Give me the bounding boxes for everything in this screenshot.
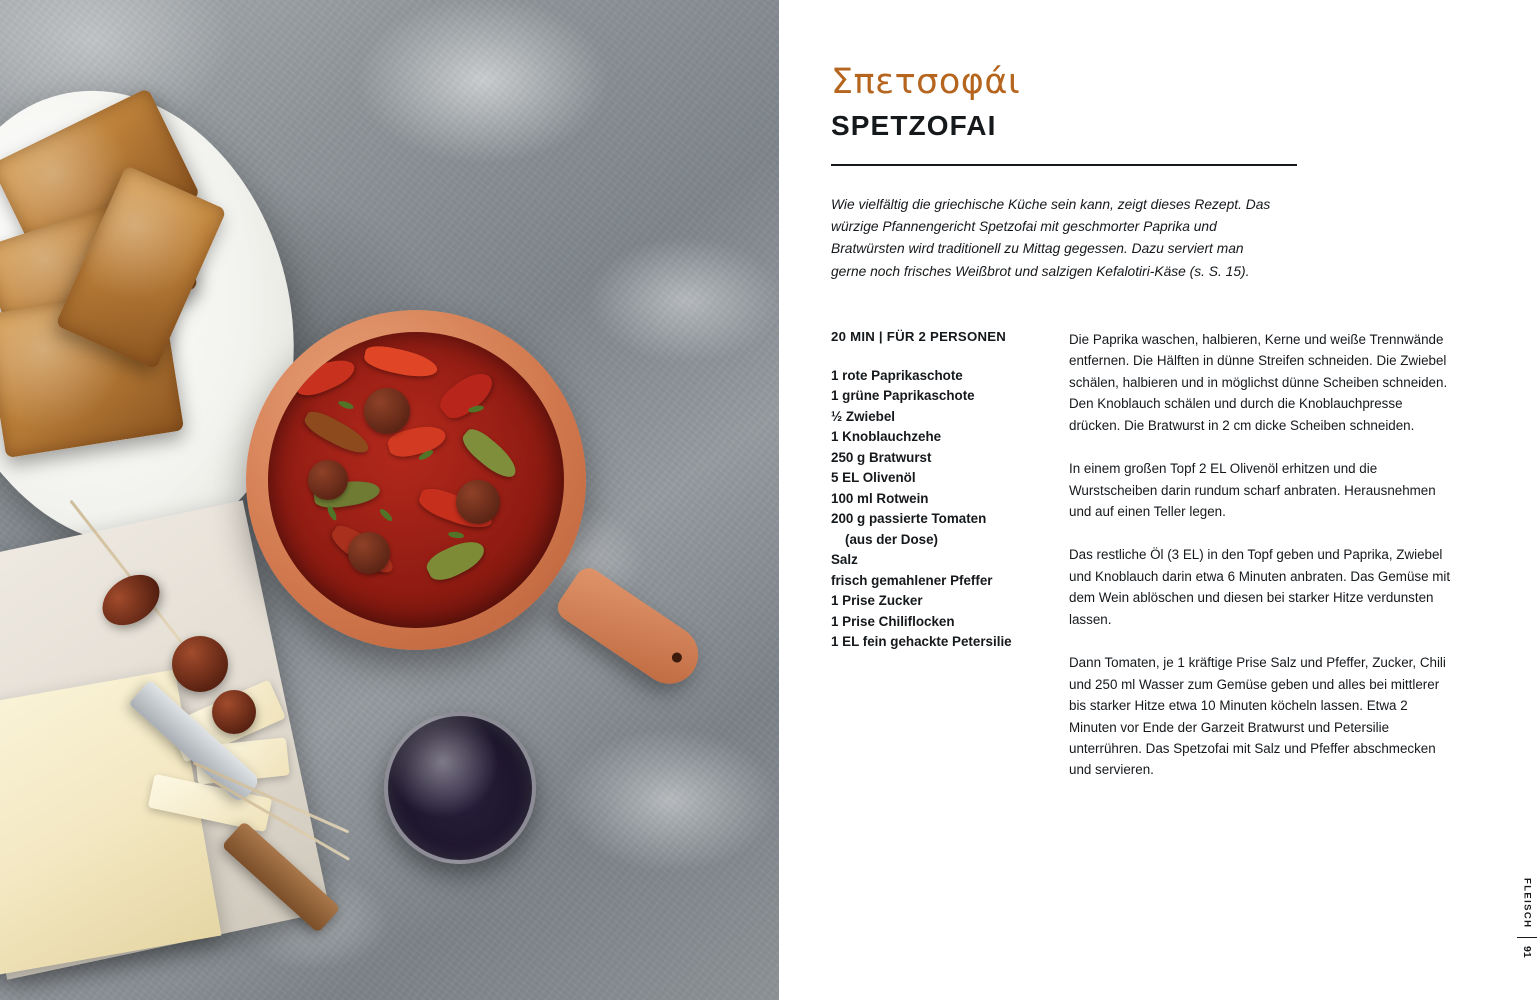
instructions-column [1069,329,1455,781]
instruction-step: Die Paprika waschen, halbieren, Kerne und weiße Trennwände entfernen. Die Hälften in dünne Streifen schneiden. Die Zwiebel schälen, halbieren und in möglichst dünne Scheiben schneiden. Den Knoblauch schälen und durch die Knoblauchpresse drücken. Die Bratwurst in 2 cm dicke Scheiben schneiden. [1069,331,1448,433]
recipe-body [831,329,1473,781]
ingredient-item: Salz [831,552,858,568]
ingredient-item: 1 Knoblauchzehe [831,429,942,445]
sausage-slice [212,690,256,734]
ingredient-item: 1 EL fein gehackte Petersilie [831,634,1012,650]
recipe-meta: 20 MIN | FÜR 2 PERSONEN [831,328,1007,344]
title-divider [831,164,1297,166]
ingredient-item: 100 ml Rotwein [831,490,929,506]
recipe-title-latin: SPETZOFAI [831,110,997,141]
ingredients-list [831,366,1059,653]
sausage-slice [172,636,228,692]
ingredient-item-note: (aus der Dose) [845,531,939,547]
terracotta-pan [246,310,586,650]
instruction-step: Das restliche Öl (3 EL) in den Topf geben und Paprika, Zwiebel und Knoblauch darin etwa 6 Minuten anbraten. Das Gemüse mit dem Wein ablöschen und diesen bei starker Hitze verdunsten lassen. [1069,547,1451,627]
ingredient-item: 1 Prise Chiliflocken [831,613,955,629]
recipe-title-greek: Σπετσοφάι [831,62,1021,102]
page-number: 91 [1521,946,1533,958]
ingredients-column [831,329,1059,781]
ingredient-item: 1 Prise Zucker [831,593,923,609]
chapter-divider [1517,937,1537,938]
wine-glass [384,712,536,864]
ingredient-item: 200 g passierte Tomaten [831,511,987,527]
ingredient-item: 1 grüne Paprikaschote [831,388,975,404]
chapter-tab [1517,878,1537,958]
ingredient-item: 1 rote Paprikaschote [831,367,963,383]
ingredient-item: 250 g Bratwurst [831,449,932,465]
ingredient-item: ½ Zwiebel [831,408,895,424]
recipe-intro: Wie vielfältig die griechische Küche sein kann, zeigt dieses Rezept. Das würzige Pfannengericht Spetzofai mit geschmorter Paprika und Bratwürsten wird traditionell zu Mittag gegessen. Dazu serviert man gerne noch frisches Weißbrot und salzigen Kefalotiri-Käse (s. S. 15). [831,196,1271,279]
ingredient-item: frisch gemahlener Pfeffer [831,572,993,588]
recipe-text-page [779,0,1537,1000]
chapter-label: FLEISCH [1521,878,1533,929]
instruction-step: Dann Tomaten, je 1 kräftige Prise Salz und Pfeffer, Zucker, Chili und 250 ml Wasser zum Gemüse geben und alles bei mittlerer bis starker Hitze etwa 10 Minuten köcheln lassen. Etwa 2 Minuten vor Ende der Garzeit Bratwurst und Petersilie unterrühren. Das Spetzofai mit Salz und Pfeffer abschmecken und servieren. [1069,655,1446,778]
spetzofai-stew [268,332,564,628]
instruction-step: In einem großen Topf 2 EL Olivenöl erhitzen und die Wurstscheiben darin rundum scharf anbraten. Herausnehmen und auf einen Teller legen. [1069,461,1436,520]
ingredient-item: 5 EL Olivenöl [831,470,916,486]
